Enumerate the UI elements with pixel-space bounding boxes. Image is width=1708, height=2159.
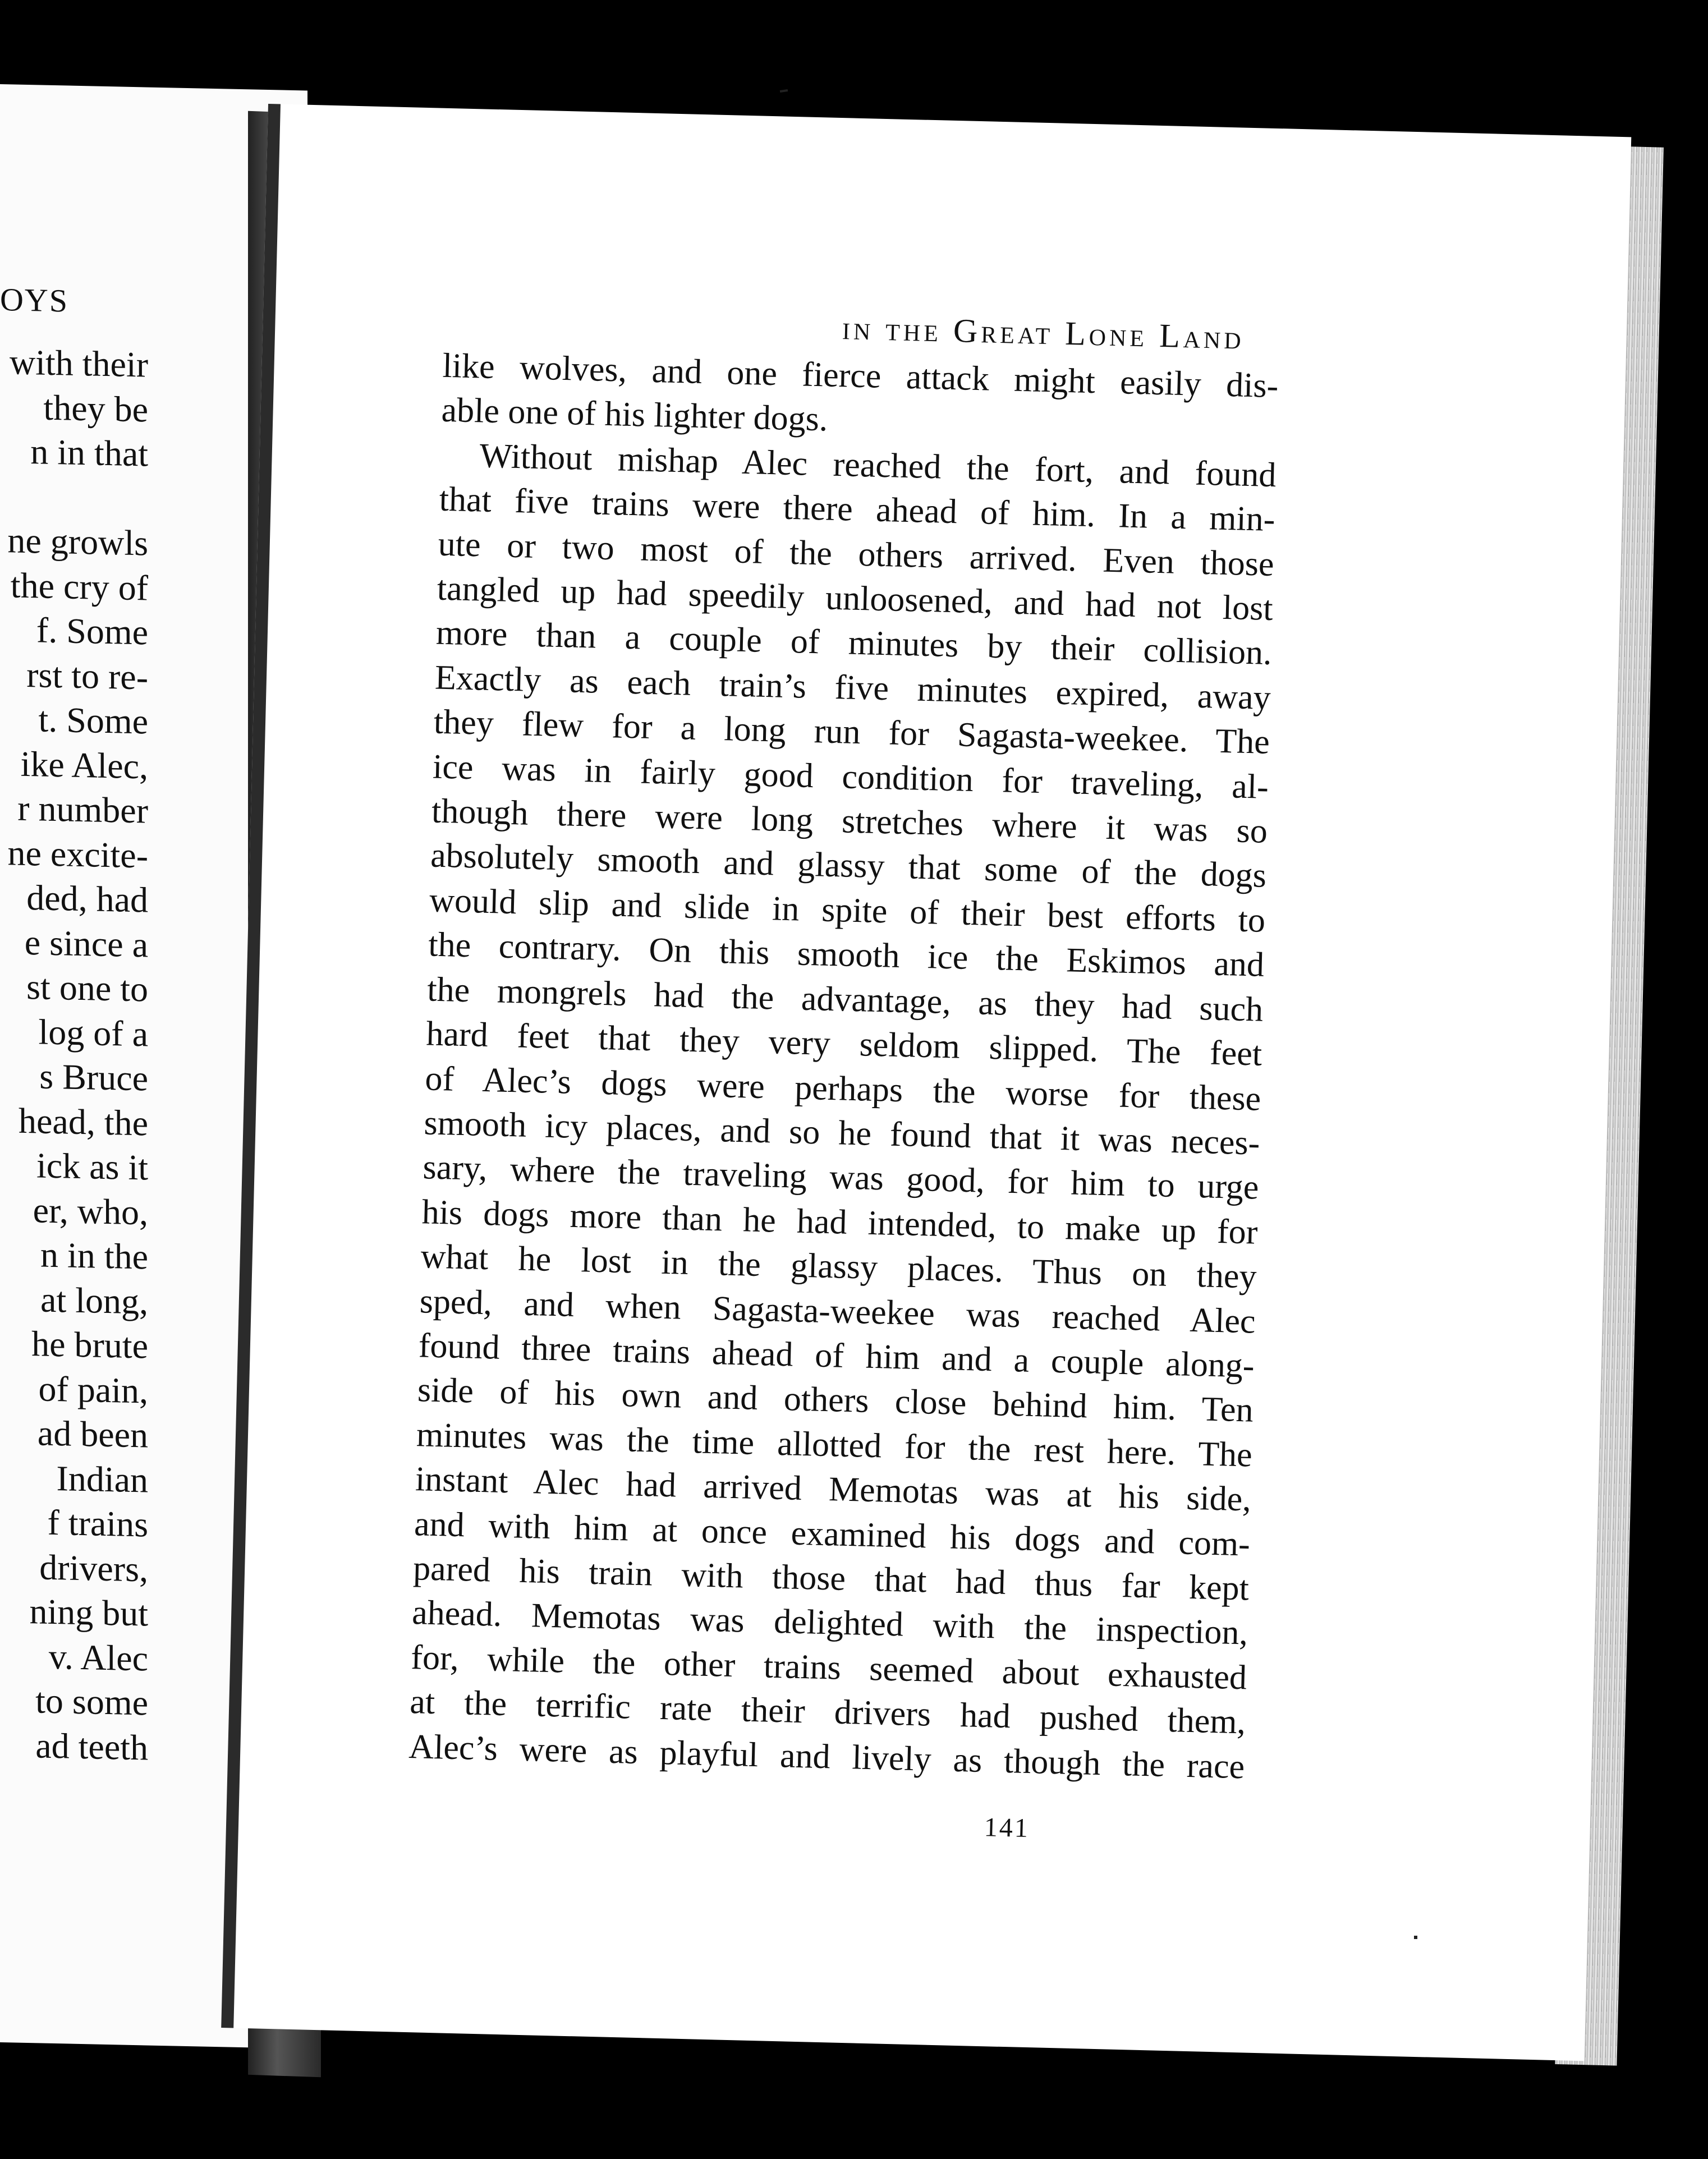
text-line: tangled up had speedily unloosened, and had not lost [437,569,1274,628]
text-line: ick as it [36,1145,148,1188]
text-line: e since a [24,922,148,965]
text-line: ne growls [7,520,148,563]
text-line [7,474,148,521]
text-line: they be [43,387,148,430]
text-line: instant Alec had arrived Memotas was at his side, [415,1460,1252,1519]
text-line: Indian [56,1458,148,1500]
text-line: ad teeth [35,1725,148,1768]
text-line: would slip and slide in spite of their best efforts to [429,881,1266,940]
text-line: Exactly as each train’s five minutes expired, away [434,658,1271,717]
text-line: sped, and when Sagasta-weekee was reached Alec [419,1281,1256,1341]
text-line: ne excite- [7,832,148,876]
text-line: that five trains were there ahead of him. In a min- [439,480,1276,539]
text-line: found three trains ahead of him and a couple along- [418,1326,1255,1385]
text-line: s Bruce [39,1056,148,1099]
text-line: ahead. Memotas was delighted with the inspection, [411,1593,1248,1652]
left-running-head: OYS [0,281,69,319]
text-line: pared his train with those that had thus far kept [412,1549,1250,1608]
text-line: Alec’s were as playful and lively as though the race [408,1727,1245,1786]
scan-speck [1414,1936,1417,1939]
text-line: and with him at once examined his dogs and com- [414,1504,1251,1564]
text-line: Without mishap Alec reached the fort, and found [479,437,1277,494]
scan-speck [780,89,788,93]
text-line: r number [17,788,148,831]
text-line: log of a [38,1011,148,1054]
text-line: ike Alec, [20,743,148,787]
text-line: v. Alec [48,1636,148,1679]
text-line: the cry of [10,564,148,608]
text-line: what he lost in the glassy places. Thus on they [420,1237,1257,1296]
body-text-block [408,344,1279,1790]
text-line: they flew for a long run for Sagasta-weekee. The [433,702,1270,762]
text-line: er, who, [33,1189,148,1233]
text-line: n in the [40,1234,148,1277]
left-text-block [7,339,148,1770]
text-line: with their [9,342,148,385]
text-line: ning but [29,1591,148,1634]
text-line: sary, where the traveling was good, for him to urge [422,1148,1260,1207]
text-line: at the terrific rate their drivers had pushed them, [409,1683,1246,1742]
text-line: side of his own and others close behind him. Ten [417,1371,1254,1430]
text-line: head, the [19,1100,148,1143]
text-line: like wolves, and one fierce attack might easily dis- [442,346,1279,406]
text-line: t. Some [38,699,148,742]
text-line: absolutely smooth and glassy that some of the dogs [430,836,1267,895]
running-head: in the Great Lone Land [842,309,1245,356]
text-line: to some [35,1680,148,1723]
text-line: f. Some [36,610,148,653]
text-line: though there were long stretches where it was so [431,792,1268,851]
text-line: hard feet that they very seldom slipped. The feet [425,1014,1262,1073]
text-line: ice was in fairly good condition for traveling, al- [432,747,1269,806]
text-line: ded, had [26,877,148,920]
text-line: his dogs more than he had intended, to make up for [421,1193,1259,1252]
text-line: of Alec’s dogs were perhaps the worse for these [424,1059,1262,1118]
text-line: n in that [30,431,148,474]
text-line: ute or two most of the others arrived. Even those [438,525,1275,584]
text-line: of pain, [38,1368,148,1411]
text-line: ad been [37,1413,148,1455]
text-line: for, while the other trains seemed about exhausted [410,1638,1247,1697]
text-line: f trains [47,1502,148,1545]
text-line: drivers, [39,1546,148,1590]
text-line: able one of his lighter dogs. [440,391,829,439]
text-line: more than a couple of minutes by their collision. [435,614,1273,673]
text-line: minutes was the time allotted for the rest here. The [416,1415,1253,1474]
text-line: the contrary. On this smooth ice the Eskimos and [428,925,1265,985]
text-line: st one to [26,966,148,1009]
text-line: the mongrels had the advantage, as they had such [426,970,1264,1029]
text-line: at long, [40,1279,148,1322]
page-number: 141 [984,1812,1030,1844]
right-page [221,104,1631,2061]
text-line: he brute [31,1324,148,1366]
text-line: rst to re- [26,654,148,697]
text-line: smooth icy places, and so he found that it was neces- [423,1104,1261,1163]
